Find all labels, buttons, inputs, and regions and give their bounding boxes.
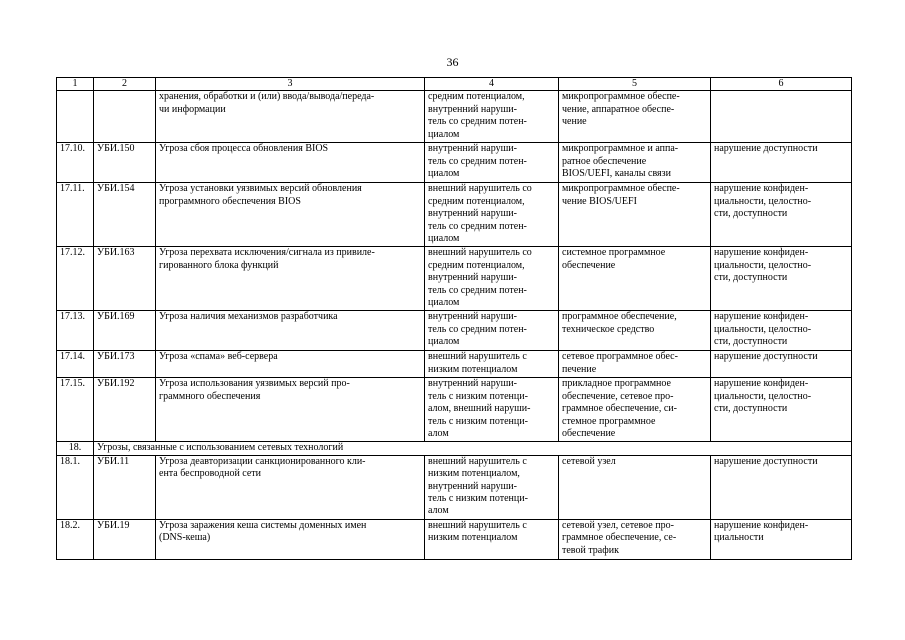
table-row bbox=[57, 183, 852, 247]
consequence-cell: нарушение конфиден- циальности, целостно- сти, доступности bbox=[711, 247, 852, 311]
column-header: 3 bbox=[156, 78, 425, 91]
row-number-cell: 17.10. bbox=[57, 143, 94, 183]
threat-code-cell: УБИ.19 bbox=[94, 519, 156, 559]
table-row bbox=[57, 247, 852, 311]
threat-description-cell: Угроза перехвата исключения/сигнала из привиле- гированного блока функций bbox=[156, 247, 425, 311]
threat-description-cell: Угроза наличия механизмов разработчика bbox=[156, 311, 425, 351]
threat-code-cell: УБИ.11 bbox=[94, 455, 156, 519]
column-header: 6 bbox=[711, 78, 852, 91]
threat-description-cell: Угроза «спама» веб-сервера bbox=[156, 351, 425, 378]
threat-description-cell: хранения, обработки и (или) ввода/вывода/переда- чи информации bbox=[156, 91, 425, 143]
impact-object-cell: микропрограммное и аппа- ратное обеспечение BIOS/UEFI, каналы связи bbox=[559, 143, 711, 183]
threat-description-cell: Угроза деавторизации санкционированного кли- ента беспроводной сети bbox=[156, 455, 425, 519]
threat-description-cell: Угроза сбоя процесса обновления BIOS bbox=[156, 143, 425, 183]
table-row bbox=[57, 91, 852, 143]
column-header: 4 bbox=[425, 78, 559, 91]
row-number-cell: 18.1. bbox=[57, 455, 94, 519]
threat-code-cell: УБИ.163 bbox=[94, 247, 156, 311]
threat-code-cell bbox=[94, 91, 156, 143]
consequence-cell: нарушение доступности bbox=[711, 351, 852, 378]
table-row bbox=[57, 351, 852, 378]
consequence-cell: нарушение доступности bbox=[711, 455, 852, 519]
consequence-cell: нарушение конфиден- циальности, целостно- сти, доступности bbox=[711, 311, 852, 351]
violator-cell: внешний нарушитель со средним потенциалом, внутренний наруши- тель со средним потен- циалом bbox=[425, 183, 559, 247]
threat-code-cell: УБИ.192 bbox=[94, 378, 156, 442]
threats-table bbox=[56, 77, 852, 560]
impact-object-cell: программное обеспечение, техническое средство bbox=[559, 311, 711, 351]
table-row bbox=[57, 378, 852, 442]
impact-object-cell: микропрограммное обеспе- чение BIOS/UEFI bbox=[559, 183, 711, 247]
impact-object-cell: сетевой узел, сетевое про- граммное обеспечение, се- тевой трафик bbox=[559, 519, 711, 559]
violator-cell: внешний нарушитель с низким потенциалом, внутренний наруши- тель с низким потенци- алом bbox=[425, 455, 559, 519]
violator-cell: внутренний наруши- тель со средним потен- циалом bbox=[425, 311, 559, 351]
threat-code-cell: УБИ.154 bbox=[94, 183, 156, 247]
consequence-cell: нарушение доступности bbox=[711, 143, 852, 183]
row-number-cell: 17.15. bbox=[57, 378, 94, 442]
violator-cell: внешний нарушитель со средним потенциалом, внутренний наруши- тель со средним потен- циалом bbox=[425, 247, 559, 311]
table-row bbox=[57, 455, 852, 519]
section-title-cell: Угрозы, связанные с использованием сетевых технологий bbox=[94, 442, 852, 455]
table-row bbox=[57, 143, 852, 183]
violator-cell: внутренний наруши- тель со средним потен- циалом bbox=[425, 143, 559, 183]
impact-object-cell: прикладное программное обеспечение, сетевое про- граммное обеспечение, си- стемное программное обеспечение bbox=[559, 378, 711, 442]
consequence-cell: нарушение конфиден- циальности, целостно- сти, доступности bbox=[711, 183, 852, 247]
impact-object-cell: сетевое программное обес- печение bbox=[559, 351, 711, 378]
section-number-cell: 18. bbox=[57, 442, 94, 455]
column-header: 2 bbox=[94, 78, 156, 91]
consequence-cell: нарушение конфиден- циальности, целостно- сти, доступности bbox=[711, 378, 852, 442]
row-number-cell: 17.12. bbox=[57, 247, 94, 311]
row-number-cell: 18.2. bbox=[57, 519, 94, 559]
column-header: 5 bbox=[559, 78, 711, 91]
violator-cell: внешний нарушитель с низким потенциалом bbox=[425, 519, 559, 559]
impact-object-cell: микропрограммное обеспе- чение, аппаратное обеспе- чение bbox=[559, 91, 711, 143]
threat-description-cell: Угроза установки уязвимых версий обновления программного обеспечения BIOS bbox=[156, 183, 425, 247]
row-number-cell: 17.13. bbox=[57, 311, 94, 351]
impact-object-cell: сетевой узел bbox=[559, 455, 711, 519]
violator-cell: внешний нарушитель с низким потенциалом bbox=[425, 351, 559, 378]
table-row bbox=[57, 519, 852, 559]
impact-object-cell: системное программное обеспечение bbox=[559, 247, 711, 311]
threat-code-cell: УБИ.150 bbox=[94, 143, 156, 183]
row-number-cell: 17.14. bbox=[57, 351, 94, 378]
threat-code-cell: УБИ.173 bbox=[94, 351, 156, 378]
row-number-cell bbox=[57, 91, 94, 143]
violator-cell: средним потенциалом, внутренний наруши- тель со средним потен- циалом bbox=[425, 91, 559, 143]
section-row bbox=[57, 442, 852, 455]
column-header: 1 bbox=[57, 78, 94, 91]
threat-description-cell: Угроза использования уязвимых версий про- граммного обеспечения bbox=[156, 378, 425, 442]
page-number: 36 bbox=[446, 55, 459, 69]
consequence-cell: нарушение конфиден- циальности bbox=[711, 519, 852, 559]
threat-code-cell: УБИ.169 bbox=[94, 311, 156, 351]
violator-cell: внутренний наруши- тель с низким потенци- алом, внешний наруши- тель с низким потенци- алом bbox=[425, 378, 559, 442]
consequence-cell bbox=[711, 91, 852, 143]
column-number-header-row bbox=[57, 78, 852, 91]
table-row bbox=[57, 311, 852, 351]
row-number-cell: 17.11. bbox=[57, 183, 94, 247]
threat-description-cell: Угроза заражения кеша системы доменных имен (DNS-кеша) bbox=[156, 519, 425, 559]
